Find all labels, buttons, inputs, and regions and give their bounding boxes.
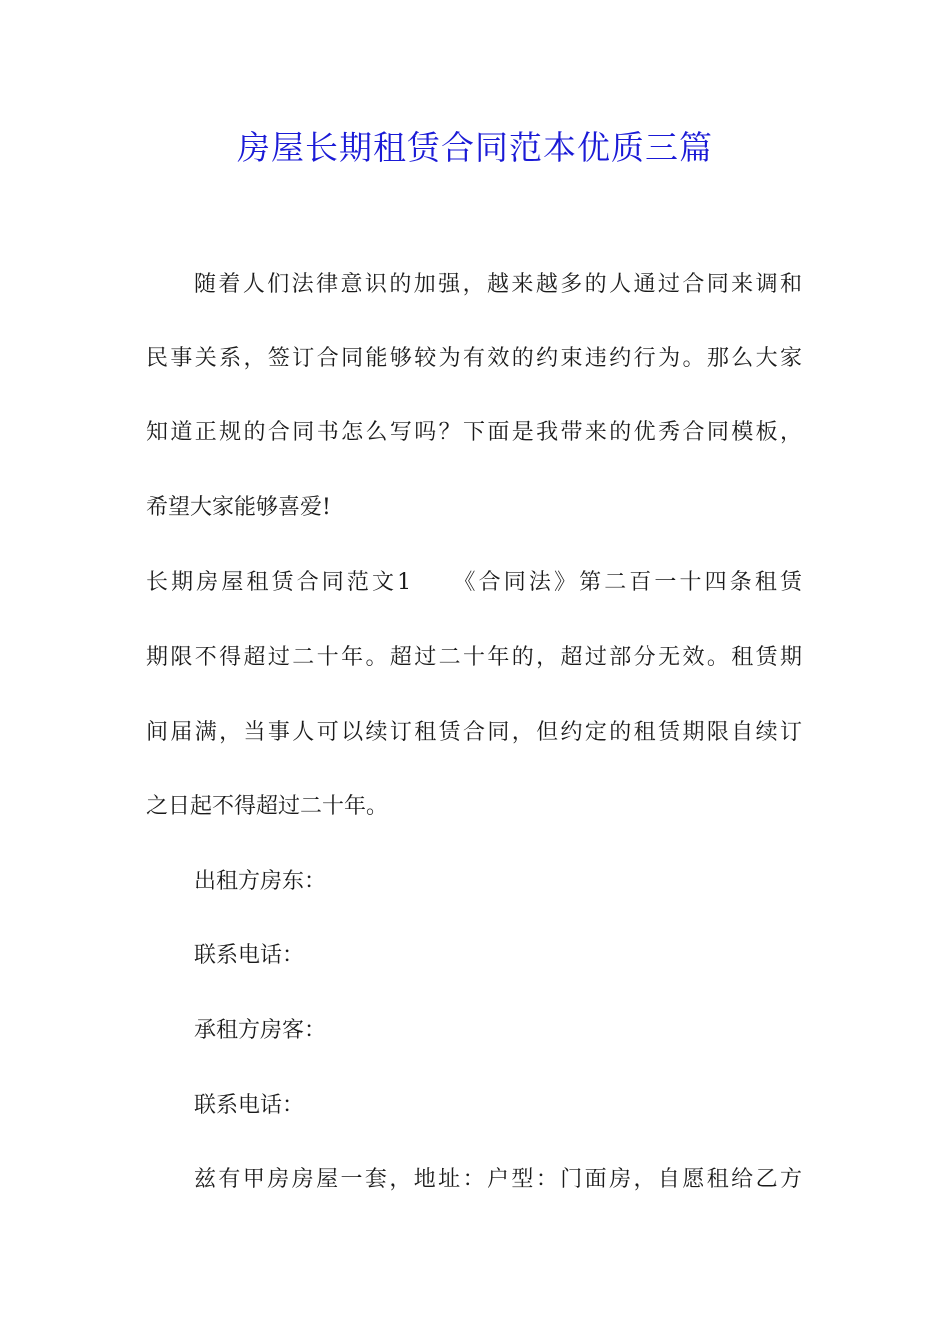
landlord-label: 出租方房东： — [194, 869, 327, 894]
tenant-label: 承租方房客： — [194, 1018, 327, 1043]
section-line-1: 长期房屋租赁合同范文1 《合同法》第二百一十四条租赁 — [146, 570, 802, 595]
section-line-2: 期限不得超过二十年。超过二十年的，超过部分无效。租赁期 — [146, 645, 802, 670]
section-line-4: 之日起不得超过二十年。 — [146, 794, 389, 819]
tenant-phone-label: 联系电话： — [194, 1093, 305, 1118]
intro-line-2: 民事关系，签订合同能够较为有效的约束违约行为。那么大家 — [146, 346, 802, 371]
section-line-3: 间届满，当事人可以续订租赁合同，但约定的租赁期限自续订 — [146, 720, 802, 745]
landlord-phone-label: 联系电话： — [194, 943, 305, 968]
property-clause-line: 兹有甲房房屋一套，地址：户型：门面房，自愿租给乙方 — [194, 1167, 802, 1192]
document-title: 房屋长期租赁合同范本优质三篇 — [237, 128, 713, 167]
intro-line-4: 希望大家能够喜爱! — [146, 495, 331, 520]
intro-line-3: 知道正规的合同书怎么写吗？下面是我带来的优秀合同模板， — [146, 420, 802, 445]
intro-line-1: 随着人们法律意识的加强，越来越多的人通过合同来调和 — [194, 272, 802, 297]
